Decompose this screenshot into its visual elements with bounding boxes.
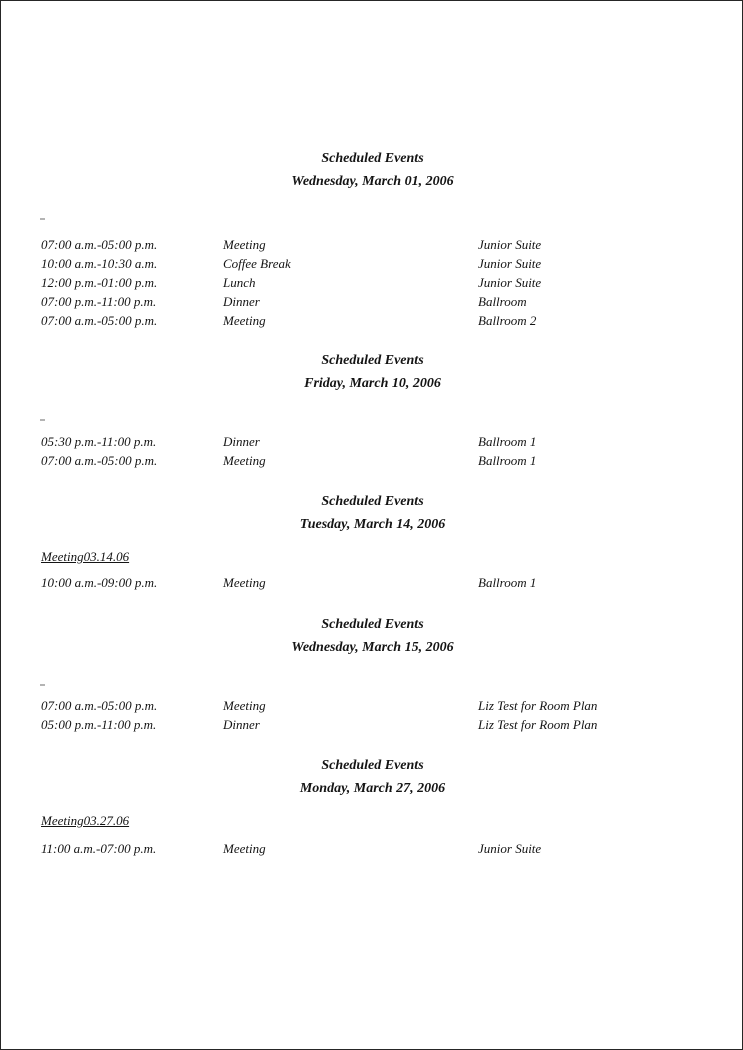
event-name: Lunch bbox=[223, 275, 256, 290]
event-table bbox=[41, 235, 704, 330]
section-header bbox=[1, 147, 743, 193]
event-name: Dinner bbox=[223, 294, 260, 309]
event-row bbox=[41, 451, 704, 470]
group-heading: Meeting03.27.06 bbox=[41, 813, 130, 828]
empty-group-marker bbox=[40, 684, 45, 686]
event-row bbox=[41, 273, 704, 292]
event-row bbox=[41, 696, 704, 715]
section-date: Wednesday, March 01, 2006 bbox=[291, 174, 454, 189]
event-time: 07:00 a.m.-05:00 p.m. bbox=[41, 453, 158, 468]
event-location: Junior Suite bbox=[478, 275, 542, 290]
event-name: Meeting bbox=[223, 453, 266, 468]
event-location: Ballroom 1 bbox=[478, 575, 537, 590]
section-title: Scheduled Events bbox=[321, 617, 424, 632]
group-heading: Meeting03.14.06 bbox=[41, 549, 130, 564]
event-name: Dinner bbox=[223, 434, 260, 449]
event-row bbox=[41, 839, 704, 858]
event-location: Junior Suite bbox=[478, 237, 542, 252]
event-name: Meeting bbox=[223, 237, 266, 252]
section-title: Scheduled Events bbox=[321, 353, 424, 368]
section-header bbox=[1, 490, 743, 536]
event-name: Meeting bbox=[223, 575, 266, 590]
event-time: 07:00 a.m.-05:00 p.m. bbox=[41, 237, 158, 252]
empty-group-marker bbox=[40, 419, 45, 421]
section-date: Wednesday, March 15, 2006 bbox=[291, 640, 454, 655]
event-time: 07:00 a.m.-05:00 p.m. bbox=[41, 313, 158, 328]
section-header bbox=[1, 613, 743, 659]
event-location: Liz Test for Room Plan bbox=[478, 698, 598, 713]
event-table bbox=[41, 839, 704, 858]
event-time: 05:30 p.m.-11:00 p.m. bbox=[41, 434, 157, 449]
event-row bbox=[41, 715, 704, 734]
section-date: Monday, March 27, 2006 bbox=[299, 781, 446, 796]
empty-group-marker bbox=[40, 218, 45, 220]
section-header bbox=[1, 754, 743, 800]
event-time: 11:00 a.m.-07:00 p.m. bbox=[41, 841, 157, 856]
event-location: Ballroom 1 bbox=[478, 434, 537, 449]
event-row bbox=[41, 432, 704, 451]
event-row bbox=[41, 292, 704, 311]
event-location: Ballroom 2 bbox=[478, 313, 537, 328]
event-name: Dinner bbox=[223, 717, 260, 732]
event-row bbox=[41, 573, 704, 592]
event-location: Ballroom 1 bbox=[478, 453, 537, 468]
event-row bbox=[41, 254, 704, 273]
event-location: Liz Test for Room Plan bbox=[478, 717, 598, 732]
event-table bbox=[41, 573, 704, 592]
event-time: 10:00 a.m.-09:00 p.m. bbox=[41, 575, 158, 590]
section-title: Scheduled Events bbox=[321, 151, 424, 166]
event-table bbox=[41, 696, 704, 734]
event-location: Junior Suite bbox=[478, 841, 542, 856]
section-date: Tuesday, March 14, 2006 bbox=[299, 517, 446, 532]
section-date: Friday, March 10, 2006 bbox=[304, 376, 441, 391]
event-name: Meeting bbox=[223, 841, 266, 856]
event-time: 07:00 p.m.-11:00 p.m. bbox=[41, 294, 157, 309]
event-row bbox=[41, 311, 704, 330]
event-time: 05:00 p.m.-11:00 p.m. bbox=[41, 717, 157, 732]
event-row bbox=[41, 235, 704, 254]
event-time: 10:00 a.m.-10:30 a.m. bbox=[41, 256, 158, 271]
event-name: Meeting bbox=[223, 313, 266, 328]
event-name: Meeting bbox=[223, 698, 266, 713]
event-location: Junior Suite bbox=[478, 256, 542, 271]
section-title: Scheduled Events bbox=[321, 494, 424, 509]
section-title: Scheduled Events bbox=[321, 758, 424, 773]
event-location: Ballroom bbox=[478, 294, 527, 309]
section-header bbox=[1, 349, 743, 395]
event-time: 07:00 a.m.-05:00 p.m. bbox=[41, 698, 158, 713]
event-time: 12:00 p.m.-01:00 p.m. bbox=[41, 275, 158, 290]
event-table bbox=[41, 432, 704, 470]
event-name: Coffee Break bbox=[223, 256, 291, 271]
